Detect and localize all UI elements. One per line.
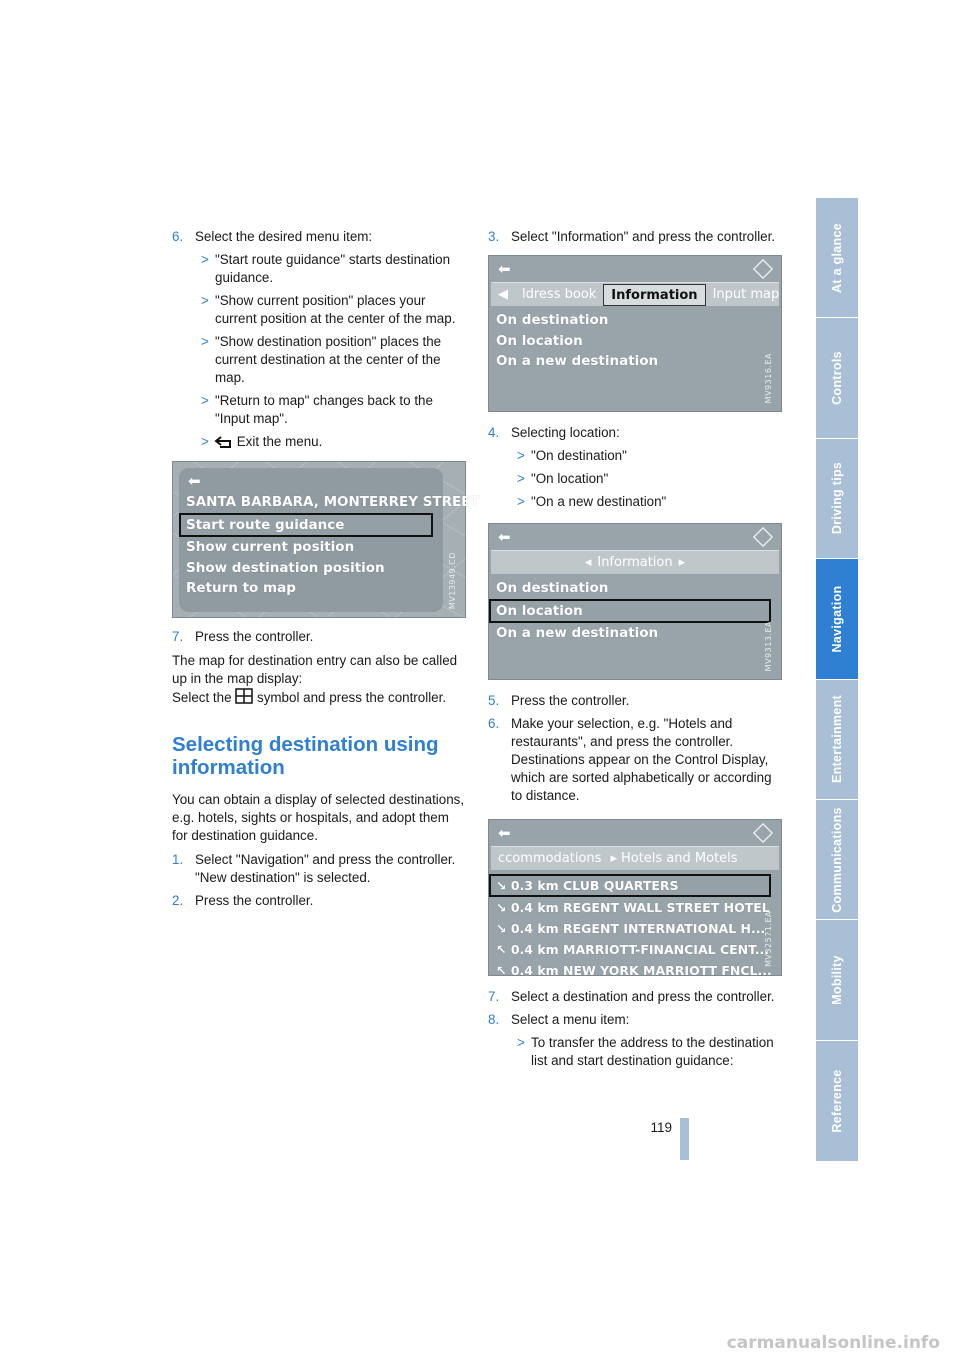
map-symbol-icon (235, 688, 253, 704)
header-information: Information (597, 554, 673, 570)
step-3: 3. Select "Information" and press the controller. (488, 229, 776, 244)
image-code: MV9313.EA (764, 620, 773, 671)
chapter-tab-driving-tips[interactable]: Driving tips (816, 439, 858, 559)
menu-item-on-location: On location (489, 599, 771, 624)
menu-item-on-destination: On destination (496, 580, 609, 596)
menu-item-on-destination: On destination (496, 312, 609, 328)
chapter-tab-controls[interactable]: Controls (816, 318, 858, 438)
menu-item-return-map: Return to map (186, 580, 296, 596)
image-code: MV32571.EA (764, 911, 773, 967)
bullet-on-new-destination: > "On a new destination" (517, 494, 667, 509)
breadcrumb-bar (491, 846, 779, 870)
back-icon: ⬅ (498, 824, 511, 842)
section-title: Selecting destination using information (172, 733, 439, 779)
breadcrumb-separator-icon: ▸ (610, 850, 617, 866)
list-item: ↘ 0.3 km CLUB QUARTERS (489, 874, 771, 897)
chapter-tab-mobility[interactable]: Mobility (816, 920, 858, 1040)
image-code: MV9316.EA (764, 352, 773, 403)
list-item: ↖ 0.4 km NEW YORK MARRIOTT FNCL... (496, 963, 772, 978)
back-arrow-icon (215, 436, 233, 448)
menu-item-on-location: On location (496, 332, 583, 349)
step-7: 7. Press the controller. (172, 629, 314, 644)
step-7-right: 7. Select a destination and press the controller. (488, 989, 775, 1004)
chapter-tab-entertainment[interactable]: Entertainment (816, 680, 858, 800)
chapter-tab-communications[interactable]: Communications (816, 800, 858, 920)
tab-bar (491, 282, 804, 306)
back-icon: ⬅ (498, 260, 511, 278)
bullet-start-route: > "Start route guidance" starts destination guidance. (201, 252, 451, 285)
step-number: 6. (172, 229, 184, 244)
chapter-tab-reference[interactable]: Reference (830, 1069, 844, 1133)
image-code: MV13949.CD (448, 551, 457, 609)
screen-information-tabs (488, 255, 804, 412)
controller-icon (753, 823, 773, 843)
page-number: 119 (650, 1120, 672, 1135)
tab-scroll-left-icon: ◀ (498, 286, 508, 302)
screen-hotels-list (488, 819, 782, 976)
breadcrumb-hotels: Hotels and Motels (620, 850, 738, 866)
tab-information: Information (603, 284, 705, 306)
paragraph-select-symbol: Select the symbol and press the controller. (172, 690, 447, 705)
list-item: ↘ 0.4 km REGENT WALL STREET HOTEL (496, 900, 770, 915)
tab-address-book: ldress book (522, 286, 597, 302)
bullet-on-location: > "On location" (517, 471, 609, 486)
bullet-exit-menu: > Exit the menu. (201, 434, 323, 449)
screen-destination-menu (172, 461, 480, 618)
controller-icon (753, 259, 773, 279)
page-number-bar (680, 1118, 689, 1160)
list-item: ↘ 0.4 km REGENT INTERNATIONAL H... (496, 921, 766, 936)
bullet-on-destination: > "On destination" (517, 448, 627, 463)
chapter-tab-at-a-glance[interactable]: At a glance (816, 198, 858, 318)
tab-scroll-right-icon: ▶ (793, 286, 804, 302)
step-text: Select the desired menu item: (195, 229, 373, 244)
menu-item-show-destination: Show destination position (186, 559, 385, 576)
left-column (172, 228, 480, 915)
step-1: 1. Select "Navigation" and press the controller. "New destination" is selected. (172, 852, 456, 885)
bullet-show-destination: > "Show destination position" places the current destination at the center of the map. (201, 334, 442, 385)
header-left-icon: ◂ (584, 554, 592, 570)
section-intro: You can obtain a display of selected destinations, e.g. hotels, sights or hospitals, and adopt them for destination guidance. (172, 792, 465, 843)
step-5: 5. Press the controller. (488, 693, 630, 708)
step-6 (172, 228, 468, 246)
chapter-tab-navigation[interactable]: Navigation (816, 559, 858, 679)
tab-input-map: Input map (712, 286, 780, 302)
menu-item-address: SANTA BARBARA, MONTERREY STREET (186, 494, 480, 510)
step-2: 2. Press the controller. (172, 893, 314, 908)
back-icon: ⬅ (498, 528, 511, 546)
menu-item-on-new-destination: On a new destination (496, 625, 659, 641)
watermark-logo: carmanualsonline.info (726, 1333, 940, 1353)
bullet-transfer-address: > To transfer the address to the destination list and start destination guidance: (517, 1035, 774, 1068)
step-4: 4. Selecting location: (488, 425, 620, 440)
screen-information-location (488, 523, 782, 680)
menu-item-show-current: Show current position (186, 539, 355, 555)
bullet-show-current: > "Show current position" places your current position at the center of the map. (201, 293, 456, 326)
controller-icon (753, 527, 773, 547)
chapter-tabs (816, 198, 858, 1161)
right-column (488, 228, 804, 1075)
step-6-right: 6. Make your selection, e.g. "Hotels and restaurants", and press the controller. Destinations appear on the Control Display, which are sorted alphabetically or according to distance. (488, 716, 772, 803)
menu-item-start-route: Start route guidance (179, 513, 433, 538)
paragraph-map-display: The map for destination entry can also be called up in the map display: (172, 653, 458, 686)
back-icon: ⬅ (188, 472, 201, 490)
list-item: ↖ 0.4 km MARRIOTT-FINANCIAL CENT... (496, 942, 769, 957)
step-8: 8. Select a menu item: (488, 1012, 630, 1027)
bullet-return-map: > "Return to map" changes back to the "Input map". (201, 393, 433, 426)
header-right-icon: ▸ (678, 554, 686, 570)
breadcrumb-accommodations: ccommodations (498, 850, 602, 866)
menu-item-on-new-destination: On a new destination (496, 353, 659, 369)
header-bar (491, 550, 779, 574)
